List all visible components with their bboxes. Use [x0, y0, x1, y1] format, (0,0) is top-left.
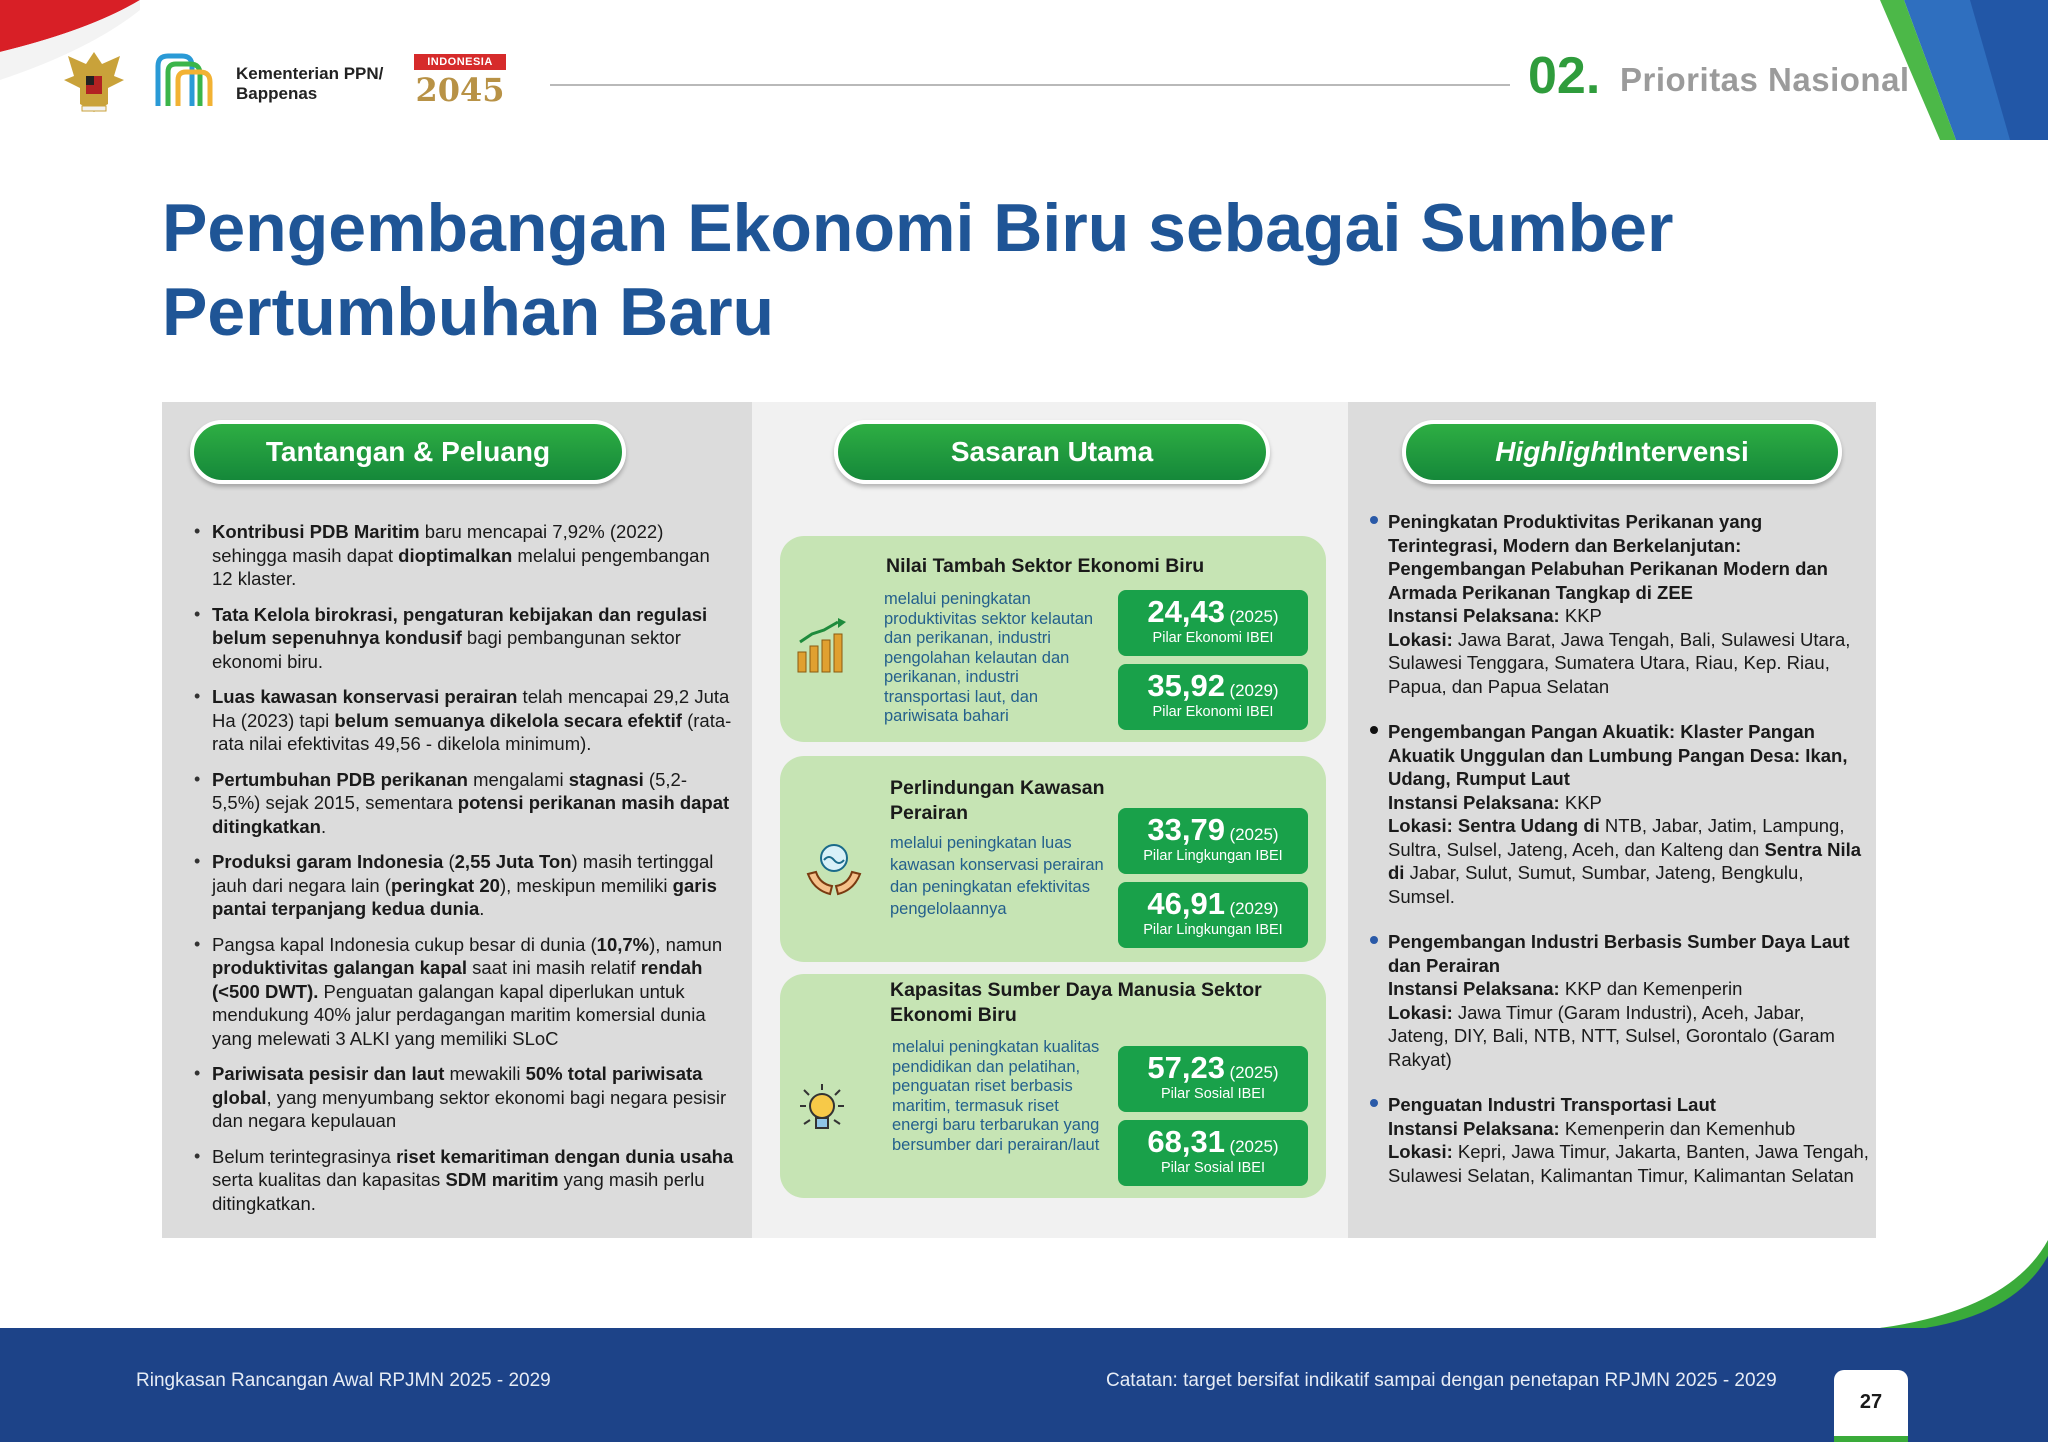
- intervention-item: [1370, 1093, 1870, 1187]
- target-card-title: Kapasitas Sumber Daya Manusia Sektor Ekonomi Biru: [890, 979, 1262, 1026]
- challenge-text: mengalami: [467, 768, 569, 790]
- kpi-box: [1118, 882, 1308, 948]
- page-number: 27: [1859, 1391, 1883, 1413]
- challenge-text: baru mencapai 7,92% (2022) sehingga masih dapat: [212, 521, 664, 566]
- header-divider: [550, 84, 1510, 86]
- challenge-item: [194, 685, 734, 756]
- location-label: Lokasi:: [1388, 1141, 1453, 1162]
- interventions-heading-label: Intervensi: [1616, 436, 1749, 467]
- agency-label: Instansi Pelaksana:: [1388, 605, 1560, 626]
- page-title: [162, 186, 1722, 354]
- kpi-year: (2029): [1229, 899, 1279, 918]
- challenge-text: saat ini masih relatif: [466, 957, 641, 978]
- bullet-dot: [1370, 1099, 1378, 1107]
- ministry-line-2: Bappenas: [236, 84, 318, 103]
- kpi-value: 46,91: [1147, 886, 1225, 921]
- lightbulb-gear-icon: [792, 1080, 852, 1140]
- challenge-text: (rata-rata nilai efektivitas 49,56 - dikelola minimum).: [212, 709, 732, 754]
- challenge-text: (: [443, 851, 455, 872]
- challenge-text: yang masih perlu ditingkatkan.: [212, 1169, 705, 1214]
- target-card-environment: [780, 756, 1326, 962]
- challenges-list-wrap: [194, 520, 734, 1227]
- kpi-value: 57,23: [1147, 1050, 1225, 1085]
- indonesia-emas-year: 2045: [415, 71, 505, 109]
- kpi-label: Pilar Lingkungan IBEI: [1143, 922, 1283, 938]
- intervention-title: Pengembangan Pangan Akuatik: Klaster Pangan Akuatik Unggulan dan Lumbung Pangan Desa: Ikan, Udang, Rumput Laut: [1388, 721, 1848, 789]
- intervention-item: [1370, 930, 1870, 1071]
- challenge-bold-text: potensi perikanan masih dapat ditingkatkan: [212, 792, 730, 837]
- kpi-value: 35,92: [1147, 668, 1225, 703]
- location-value-2: Jabar, Sulut, Sumut, Sumbar, Jateng, Bengkulu, Sumsel.: [1388, 862, 1804, 907]
- intervention-title: Peningkatan Produktivitas Perikanan yang Terintegrasi, Modern dan Berkelanjutan: Pengembangan Pelabuhan Perikanan Modern dan Armada Perikanan Tangkap di ZEE: [1388, 511, 1828, 603]
- target-card-desc: melalui peningkatan produktivitas sektor kelautan dan perikanan, industri pengolahan kelautan dan perikanan, industri transportasi laut, dan pariwisata bahari: [884, 590, 1094, 725]
- indonesia-emas-label: INDONESIA: [414, 54, 506, 70]
- challenge-item: [194, 850, 734, 921]
- target-card-desc: melalui peningkatan kualitas pendidikan dan pelatihan, penguatan riset berbasis maritim, termasuk riset energi baru terbarukan yang bersumber dari perairan/laut: [892, 1038, 1100, 1154]
- kpi-value: 33,79: [1147, 812, 1225, 847]
- challenge-text: .: [479, 898, 485, 919]
- intervention-title: Pengembangan Industri Berbasis Sumber Daya Laut dan Perairan: [1388, 931, 1850, 976]
- challenge-bold-text: belum semuanya dikelola secara efektif: [334, 709, 682, 731]
- targets-heading: [834, 420, 1270, 484]
- challenge-bold-text: 10,7%: [596, 933, 650, 955]
- kpi-year: (2025): [1229, 1137, 1279, 1156]
- interventions-heading: [1402, 420, 1842, 484]
- challenge-text: bagi pembangunan sektor ekonomi biru.: [212, 627, 681, 672]
- challenge-text: ) masih tertinggal jauh dari negara lain (: [212, 851, 714, 896]
- bullet-dot: [1370, 516, 1378, 524]
- targets-heading-label: Sasaran Utama: [950, 436, 1154, 467]
- challenge-bold-text: 2,55 Juta Ton: [454, 851, 572, 872]
- location-value: Jawa Barat, Jawa Tengah, Bali, Sulawesi Utara, Sulawesi Tenggara, Sumatera Utara, Riau, Kep. Riau, Papua, dan Papua Selatan: [1388, 628, 1851, 697]
- section-number: 02.: [1528, 47, 1601, 105]
- challenge-text: mewakili: [444, 1063, 526, 1084]
- kpi-box: [1118, 1120, 1308, 1186]
- kpi-year: (2025): [1229, 1063, 1279, 1082]
- footer-wave: [0, 1200, 2048, 1340]
- kpi-value: 24,43: [1147, 594, 1225, 629]
- challenge-bold-text: SDM maritim: [445, 1169, 559, 1190]
- challenge-text: serta kualitas dan kapasitas: [212, 1169, 446, 1190]
- kpi-label: Pilar Sosial IBEI: [1161, 1086, 1265, 1102]
- kpi-label: Pilar Ekonomi IBEI: [1152, 704, 1274, 720]
- challenge-bold-text: dioptimalkan: [398, 544, 513, 566]
- challenge-bold-text: Pariwisata pesisir dan laut: [212, 1063, 445, 1084]
- challenge-bold-text: produktivitas galangan kapal: [212, 957, 467, 978]
- challenges-heading: [190, 420, 626, 484]
- interventions-list: [1370, 510, 1870, 1209]
- challenge-bold-text: peringkat 20: [390, 874, 500, 896]
- challenge-bold-text: Kontribusi PDB Maritim: [212, 521, 420, 542]
- challenge-bold-text: Tata Kelola birokrasi, pengaturan kebijakan dan regulasi belum sepenuhnya kondusif: [212, 603, 708, 648]
- location-label: Lokasi:: [1388, 628, 1453, 650]
- challenge-text: Penguatan galangan kapal diperlukan untuk mendukung 40% jalur perdagangan maritim komersial dunia yang melewati 3 ALKI yang memiliki SLoC: [212, 980, 706, 1049]
- challenges-list: [194, 520, 734, 1215]
- bullet-dot: [1370, 936, 1378, 944]
- ministry-line-1: Kementerian PPN/: [236, 64, 384, 83]
- challenge-bold-text: Pertumbuhan PDB perikanan: [212, 768, 468, 790]
- bappenas-logo-icon: [154, 52, 220, 110]
- footer-left-text: Ringkasan Rancangan Awal RPJMN 2025 - 2029: [136, 1370, 551, 1391]
- interventions-heading-italic: Highlight: [1495, 436, 1617, 467]
- title-line-2: Pertumbuhan Baru: [162, 274, 775, 350]
- challenge-item: [194, 603, 734, 674]
- kpi-box: [1118, 1046, 1308, 1112]
- agency-label: Instansi Pelaksana:: [1388, 791, 1560, 813]
- agency-label: Instansi Pelaksana:: [1388, 1117, 1560, 1139]
- challenge-text: (5,2-5,5%) sejak 2015, sementara: [212, 768, 687, 813]
- challenge-text: ), meskipun memiliki: [499, 874, 673, 896]
- section-title: Prioritas Nasional: [1620, 61, 1910, 98]
- kpi-box: [1118, 664, 1308, 730]
- location-value: NTB, Jabar, Jatim, Lampung, Sultra, Sulsel, Jateng, Aceh, dan Kalteng dan: [1388, 815, 1845, 860]
- kpi-year: (2029): [1229, 681, 1279, 700]
- challenge-text: melalui pengembangan 12 klaster.: [212, 544, 710, 589]
- intervention-item: [1370, 510, 1870, 698]
- kpi-value: 68,31: [1147, 1124, 1225, 1159]
- location-label: Lokasi: Sentra Udang di: [1388, 815, 1600, 836]
- bullet-dot: [1370, 726, 1378, 734]
- challenge-text: .: [320, 815, 327, 837]
- kpi-label: Pilar Lingkungan IBEI: [1143, 848, 1283, 864]
- agency-label: Instansi Pelaksana:: [1388, 978, 1560, 999]
- kpi-year: (2025): [1229, 825, 1279, 844]
- garuda-emblem-icon: [58, 46, 130, 118]
- page-number-box: [1834, 1370, 1908, 1442]
- challenge-bold-text: Produksi garam Indonesia: [212, 851, 444, 872]
- target-card-desc: melalui peningkatan luas kawasan konservasi perairan dan peningkatan efektivitas pengelolaannya: [890, 834, 1104, 918]
- location-value: Jawa Timur (Garam Industri), Aceh, Jabar, Jateng, DIY, Bali, NTB, NTT, Sulsel, Gorontalo (Garam Rakyat): [1388, 1001, 1835, 1070]
- agency-value: KKP dan Kemenperin: [1559, 978, 1743, 999]
- challenge-bold-text: Luas kawasan konservasi perairan: [212, 686, 518, 707]
- kpi-box: [1118, 808, 1308, 874]
- location-value: Kepri, Jawa Timur, Jakarta, Banten, Jawa Tengah, Sulawesi Selatan, Kalimantan Timur, Kalimantan Selatan: [1388, 1141, 1869, 1186]
- challenge-item: [194, 1062, 734, 1133]
- challenge-text: telah mencapai 29,2 Juta Ha (2023) tapi: [212, 686, 730, 731]
- title-line-1: Pengembangan Ekonomi Biru sebagai Sumber: [162, 190, 1674, 266]
- hands-water-icon: [804, 840, 864, 900]
- intervention-title: Penguatan Industri Transportasi Laut: [1388, 1094, 1716, 1115]
- challenge-bold-text: riset kemaritiman dengan dunia usaha: [396, 1145, 734, 1167]
- agency-value: KKP: [1559, 791, 1602, 813]
- kpi-box: [1118, 590, 1308, 656]
- challenge-text: ), namun: [649, 933, 723, 955]
- challenges-heading-label: Tantangan & Peluang: [265, 436, 551, 467]
- challenge-text: Pangsa kapal Indonesia cukup besar di dunia (: [212, 933, 597, 955]
- location-label-2: Sentra Nila di: [1388, 838, 1862, 883]
- growth-chart-icon: [794, 616, 854, 676]
- agency-value: KKP: [1559, 605, 1602, 626]
- challenge-bold-text: stagnasi: [568, 768, 644, 790]
- challenge-item: [194, 933, 734, 1051]
- location-label: Lokasi:: [1388, 1001, 1453, 1023]
- intervention-item: [1370, 720, 1870, 908]
- kpi-label: Pilar Ekonomi IBEI: [1152, 630, 1274, 646]
- challenge-bold-text: rendah (<500 DWT).: [212, 957, 703, 1002]
- challenge-item: [194, 768, 734, 839]
- page-number-stripe: [1834, 1436, 1908, 1442]
- target-card-title: Nilai Tambah Sektor Ekonomi Biru: [886, 555, 1205, 577]
- target-card-social: [780, 974, 1326, 1198]
- target-card-title: Perlindungan Kawasan Perairan: [890, 777, 1105, 824]
- challenge-item: [194, 520, 734, 591]
- footer-note: Catatan: target bersifat indikatif sampai dengan penetapan RPJMN 2025 - 2029: [1106, 1370, 1777, 1391]
- challenge-bold-text: garis pantai terpanjang kedua dunia: [212, 874, 717, 919]
- challenge-bold-text: 50% total pariwisata global: [212, 1063, 703, 1108]
- challenge-text: Belum terintegrasinya: [212, 1145, 397, 1167]
- kpi-year: (2025): [1229, 607, 1279, 626]
- corner-decoration: [1880, 0, 2048, 140]
- target-card-economy: [780, 536, 1326, 742]
- ministry-name: [236, 64, 383, 104]
- agency-value: Kemenperin dan Kemenhub: [1559, 1117, 1796, 1139]
- kpi-label: Pilar Sosial IBEI: [1161, 1160, 1265, 1176]
- challenge-text: , yang menyumbang sektor ekonomi bagi negara pesisir dan negara kepulauan: [212, 1086, 727, 1131]
